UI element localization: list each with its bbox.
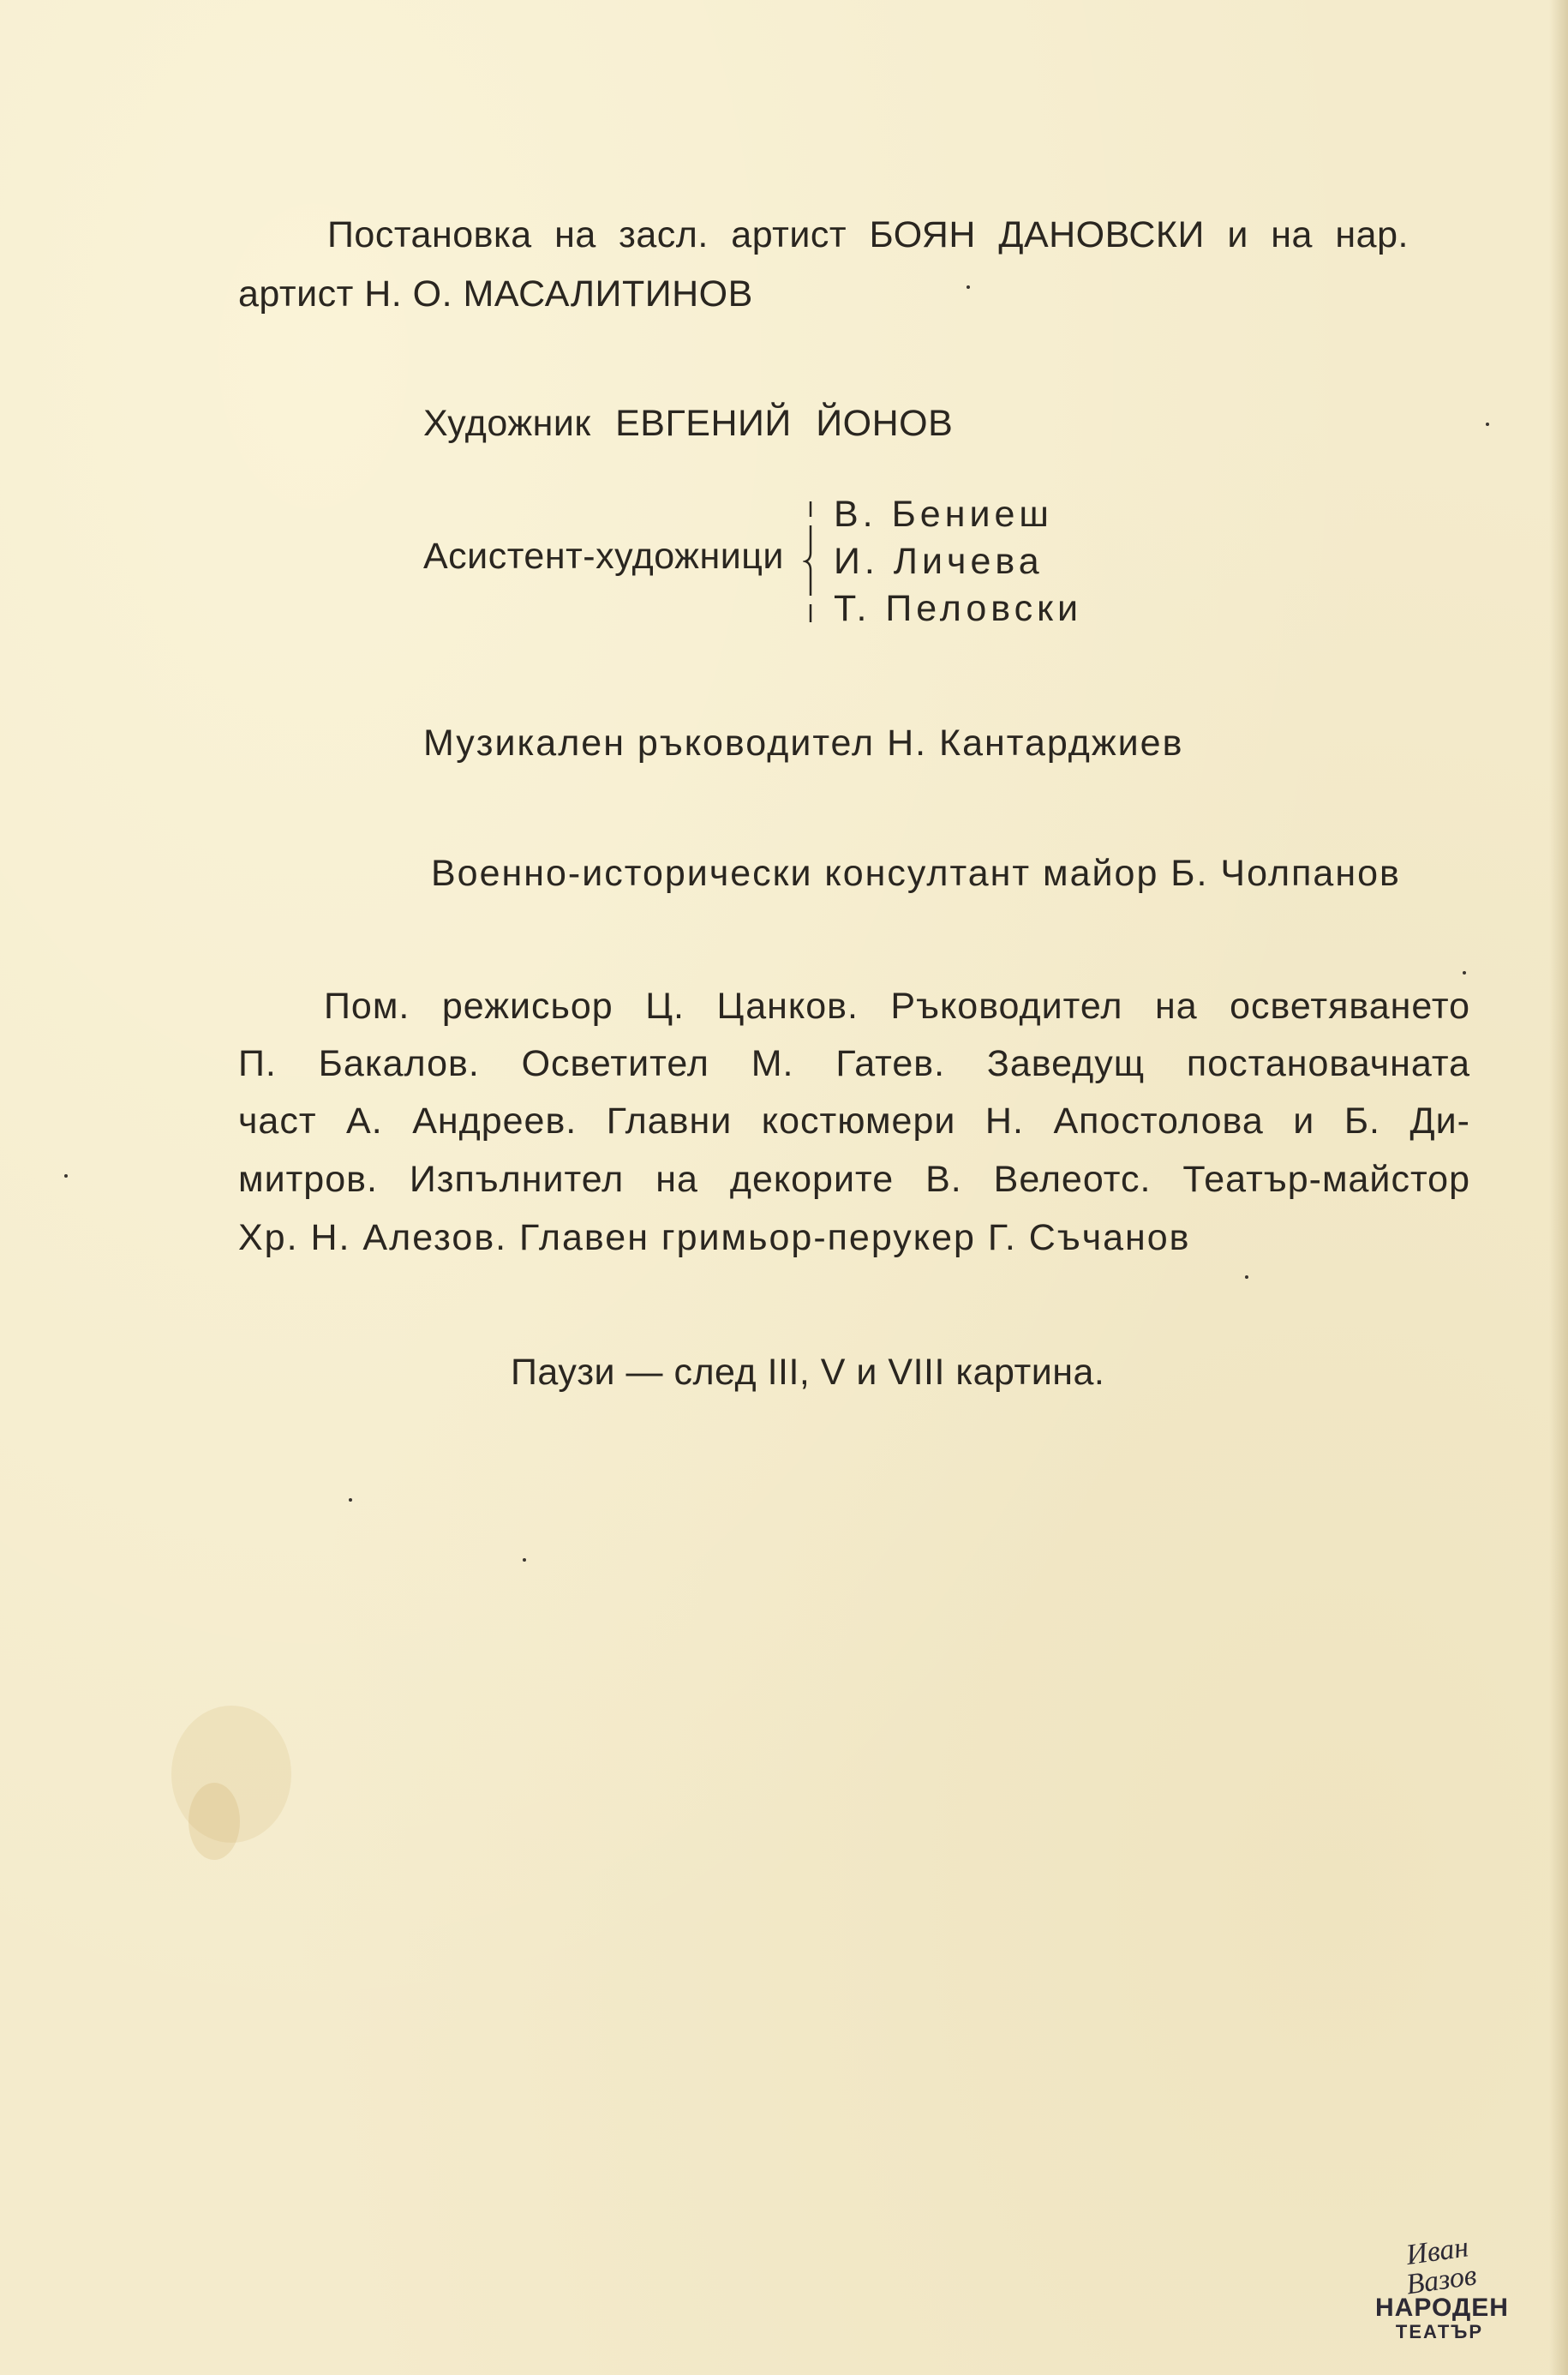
brace-icon <box>803 500 818 624</box>
music-credit: Музикален ръководител Н. Кантарджиев <box>423 723 1184 764</box>
paper-speck <box>523 1558 526 1562</box>
logo-script: Иван Вазов <box>1403 2231 1479 2301</box>
production-line-1: Постановка на засл. артист БОЯН ДАНОВСКИ и на нар. <box>327 214 1409 255</box>
paper-speck <box>349 1498 352 1502</box>
production-line-2: артист Н. О. МАСАЛИТИНОВ <box>238 273 753 315</box>
paper-speck <box>64 1174 68 1178</box>
staff-line-4: митров. Изпълнител на декорите В. Велеотс. Театър-майстор <box>238 1159 1470 1200</box>
military-consultant: Военно-исторически консултант майор Б. Чолпанов <box>431 853 1401 894</box>
assistant-label: Асистент-художници <box>423 536 784 577</box>
staff-line-5: Хр. Н. Алезов. Главен гримьор-перукер Г. Съчанов <box>238 1217 1191 1258</box>
paper-speck <box>1486 423 1489 426</box>
assistant-name: В. Бениеш <box>834 494 1053 535</box>
paper-stain <box>189 1783 240 1860</box>
logo-line-1: НАРОДЕН <box>1375 2294 1509 2322</box>
staff-line-2: П. Бакалов. Осветител М. Гатев. Заведущ постановачната <box>238 1043 1470 1084</box>
assistant-name: И. Личева <box>834 541 1044 582</box>
assistant-list <box>834 491 1082 633</box>
pauses-note: Паузи — след III, V и VIII картина. <box>511 1352 1105 1393</box>
assistant-name: Т. Пеловски <box>834 588 1082 629</box>
logo-line-2: ТЕАТЪР <box>1395 2321 1484 2342</box>
paper-speck <box>1463 971 1466 975</box>
artist-credit: Художник ЕВГЕНИЙ ЙОНОВ <box>423 403 954 444</box>
paper-speck <box>967 285 970 289</box>
national-theatre-logo <box>1375 2231 1509 2342</box>
page-edge <box>1549 0 1568 2375</box>
paper-speck <box>1245 1275 1248 1279</box>
staff-line-1: Пом. режисьор Ц. Цанков. Ръководител на осветяването <box>324 986 1470 1027</box>
staff-line-3: част А. Андреев. Главни костюмери Н. Апостолова и Б. Ди- <box>238 1101 1470 1142</box>
